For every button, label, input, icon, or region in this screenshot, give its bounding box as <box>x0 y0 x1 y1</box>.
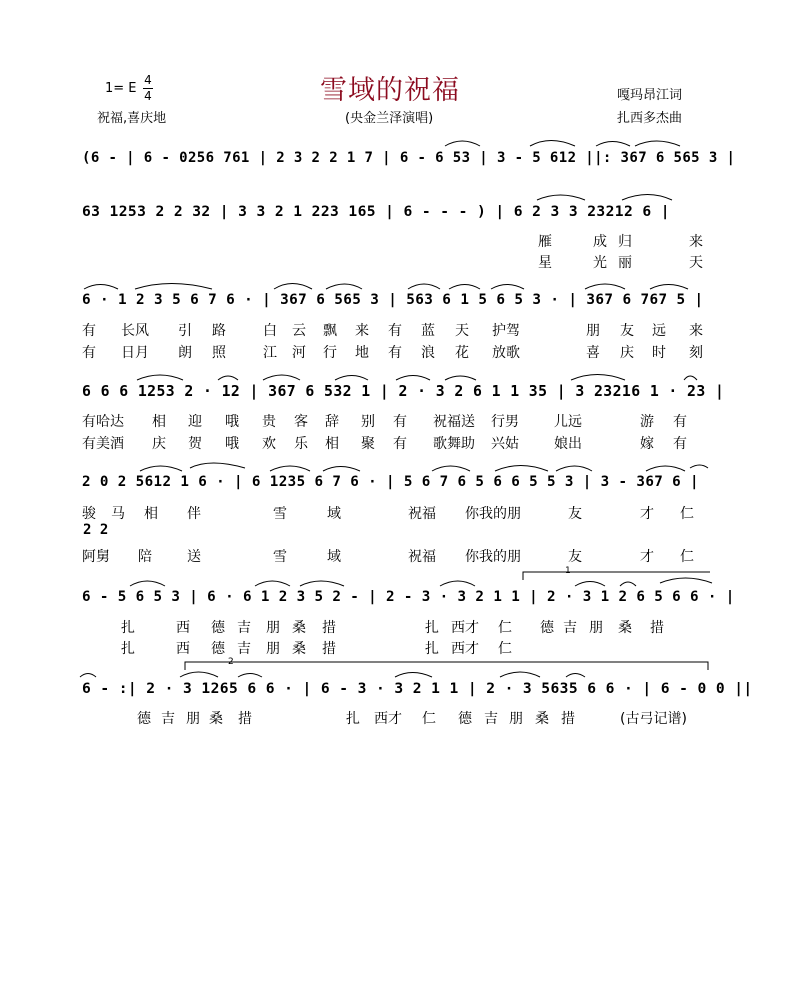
notation-credit: (古弓记谱) <box>620 711 687 727</box>
time-signature-denominator: 4 <box>144 89 152 103</box>
performance-mood: 祝福,喜庆地 <box>97 111 167 126</box>
volta-1-number: 1 <box>565 566 571 576</box>
staff-line-2: 63 1253 2 2 32 | 3 3 2 1 223 165 | 6 - - - ) | 6 2 3 3 23212 6 | <box>82 203 670 220</box>
volta-2-number: 2 <box>228 657 234 667</box>
performer-credit: (央金兰泽演唱) <box>345 111 434 126</box>
lyrics-line-5-alt-notes: 2 2 <box>83 522 109 538</box>
staff-line-4: 6 6 6 1253 2 · 12 | 367 6 532 1 | 2 · 3 2 6 1 1 35 | 3 23216 1 · 23 | <box>82 383 725 400</box>
key-signature: 1= E <box>105 81 137 96</box>
staff-line-7: 6 - :| 2 · 3 1265 6 6 · | 6 - 3 · 3 2 1 1 | 2 · 3 5635 6 6 · | 6 - 0 0 || <box>82 680 753 697</box>
time-signature-numerator: 4 <box>144 73 152 87</box>
staff-line-5: 2 0 2 5612 1 6 · | 6 1235 6 7 6 · | 5 6 7 6 5 6 6 5 5 3 | 3 - 367 6 | <box>82 474 699 490</box>
staff-line-1: (6 - | 6 - 0256 761 | 2 3 2 2 1 7 | 6 - 6 53 | 3 - 5 612 ||: 367 6 565 3 | <box>82 150 736 166</box>
staff-line-3: 6 · 1 2 3 5 6 7 6 · | 367 6 565 3 | 563 6 1 5 6 5 3 · | 367 6 767 5 | <box>82 292 704 308</box>
lyricist-credit: 嘎玛昂江词 <box>617 88 683 103</box>
song-title: 雪域的祝福 <box>320 75 460 106</box>
composer-credit: 扎西多杰曲 <box>617 111 683 126</box>
staff-line-6: 6 - 5 6 5 3 | 6 · 6 1 2 3 5 2 - | 2 - 3 · 3 2 1 1 | 2 · 3 1 2 6 5 6 6 · | <box>82 589 735 605</box>
